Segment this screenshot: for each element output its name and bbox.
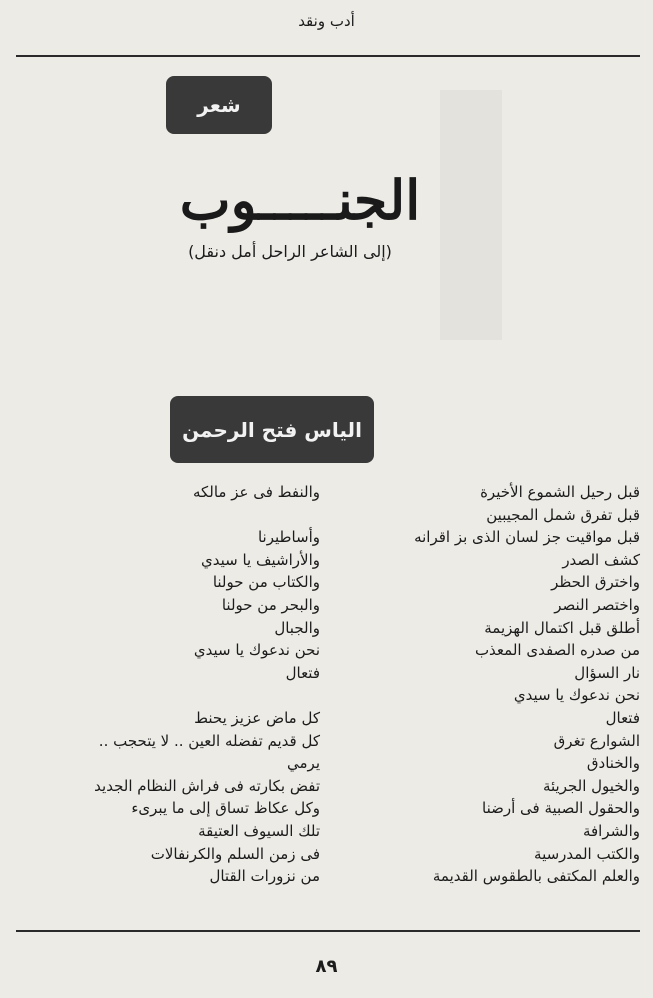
stanza-gap [160,684,320,707]
verse-line: كشف الصدر [562,550,640,569]
verse-line: الشوارع تغرق [553,731,640,750]
verse-line: قبل تفرق شمل المجيبين [486,505,640,524]
verse-line: كل قديم تفضله العين .. لا يتحجب .. [98,731,320,750]
author-label [170,396,374,463]
stanza-gap [160,504,320,527]
verse-line: والعلم المكتفى بالطقوس القديمة [432,867,640,886]
verse-line: تلك السيوف العتيقة [198,821,320,840]
verse-line: كل ماض عزيز يحنط [194,708,320,727]
top-rule [16,55,640,57]
verse-line: والجبال [274,618,320,637]
verse-line: والحقول الصبية فى أرضنا [482,799,640,818]
poem-dedication: (إلى الشاعر الراحل أمل دنقل) [188,242,392,261]
verse-line: وأساطيرنا [257,528,320,547]
poem-column-right [380,481,640,888]
verse-line: واخترق الحظر [551,573,640,592]
verse-line: واختصر النصر [554,595,640,614]
verse-line: تفض بكارته فى فراش النظام الجديد [94,776,320,795]
poem-column-left [94,481,320,888]
bottom-rule [16,930,640,932]
verse-line: من نزورات القتال [209,867,320,886]
verse-line: نار السؤال [574,663,640,682]
genre-label-text: شعر [197,93,241,117]
verse-line: قبل مواقيت جز لسان الذى بز اقرانه [414,528,640,547]
page-number: ٨٩ [315,956,338,977]
verse-line: فتعال [285,663,320,682]
verse-line: والكتاب من حولنا [212,573,320,592]
verse-line: من صدره الصفدى المعذب [474,641,640,660]
section-header: أدب ونقد [298,12,355,30]
verse-line: والنفط فى عز مالكه [192,483,320,501]
verse-line: نحن ندعوك يا سيدي [193,641,320,660]
author-name: الياس فتح الرحمن [182,417,362,442]
verse-line: والخيول الجريئة [542,776,640,795]
verse-line: والشرافة [582,821,640,840]
poem-title: الجنـــــوب [179,168,421,232]
verse-line: والأراشيف يا سيدي [201,550,320,569]
verse-line: والخنادق [586,754,640,773]
verse-line: والكتب المدرسية [534,844,640,863]
verse-line: والبحر من حولنا [221,595,320,614]
verse-line: وكل عكاظ تساق إلى ما يبرىء [131,799,320,818]
genre-label [166,76,272,134]
verse-line: نحن ندعوك يا سيدي [513,686,640,705]
verse-line: أطلق قبل اكتمال الهزيمة [484,618,640,637]
verse-line: يرمي [287,754,320,773]
verse-line: فتعال [605,708,640,727]
verse-line: فى زمن السلم والكرنفالات [150,844,320,863]
verse-line: قبل رحيل الشموع الأخيرة [480,483,640,501]
